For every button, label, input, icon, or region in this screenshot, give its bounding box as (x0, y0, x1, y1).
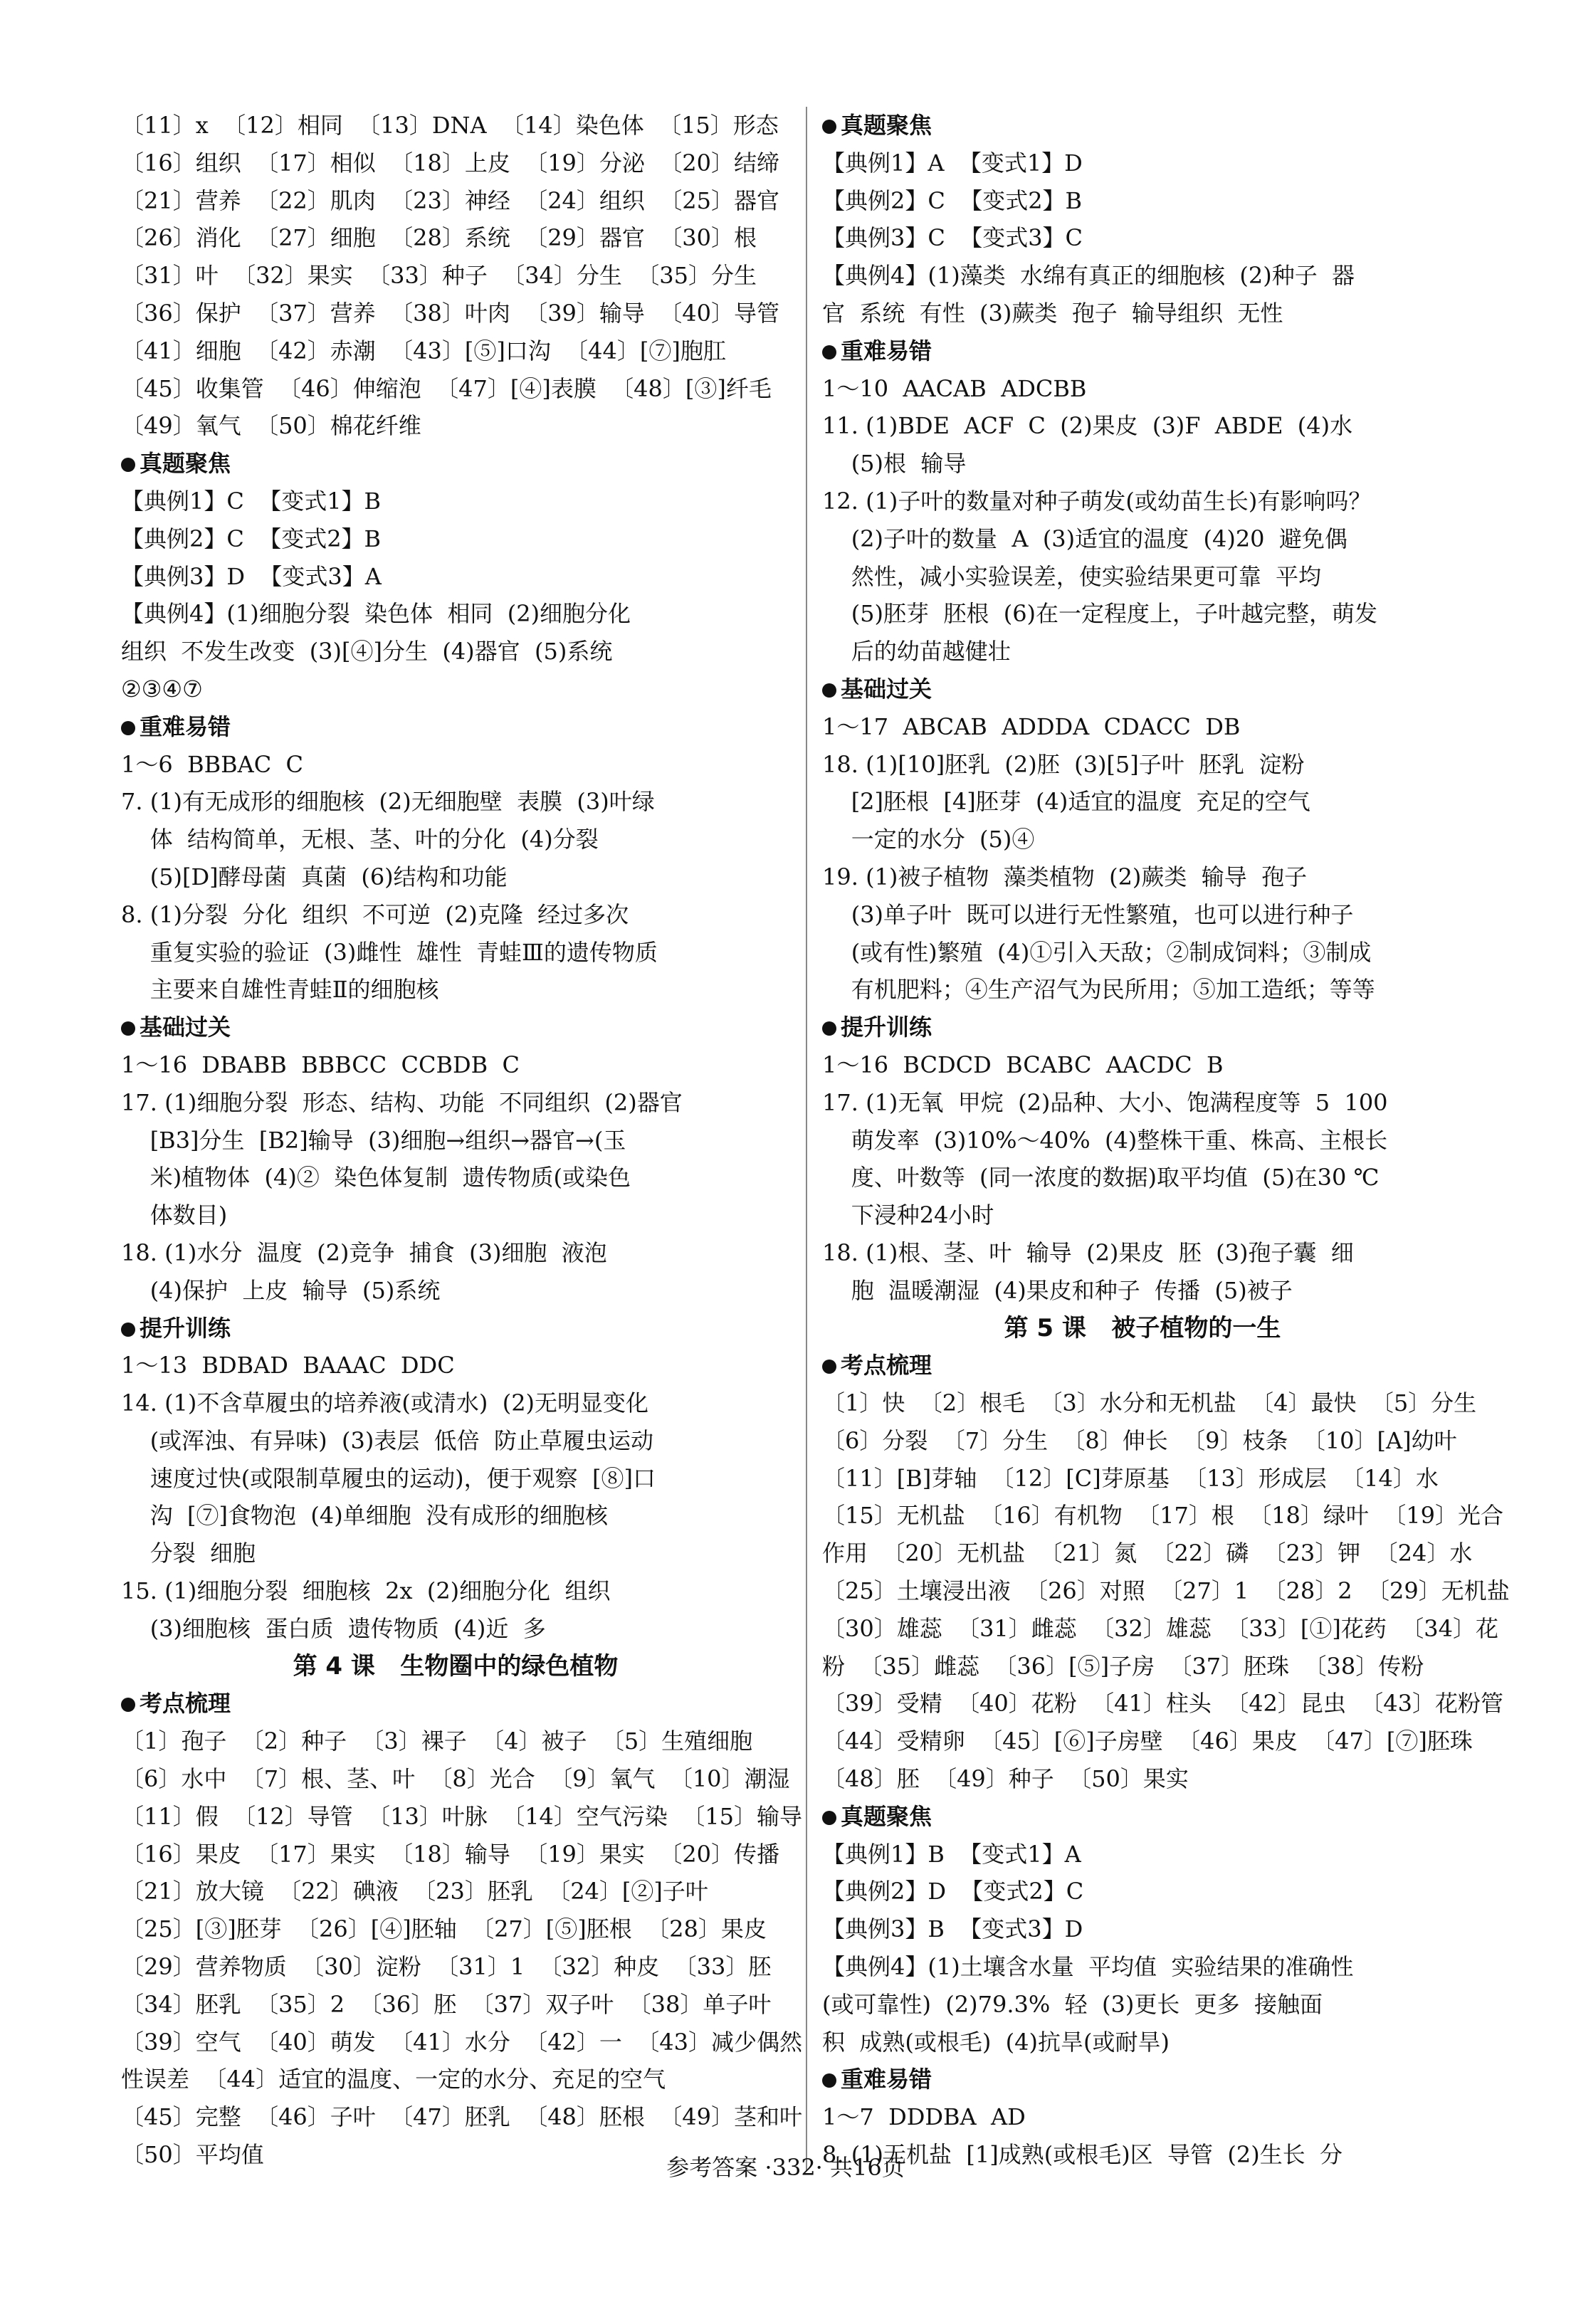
answer-line: 〔39〕空气 〔40〕萌发 〔41〕水分 〔42〕一 〔43〕减少偶然 (121, 2028, 802, 2056)
section-heading-label: 考点梳理 (140, 1690, 231, 1718)
answer-line: 〔25〕土壤浸出液 〔26〕对照 〔27〕1 〔28〕2 〔29〕无机盐 (822, 1577, 1510, 1605)
answer-line: 【典例3】B 【变式3】D (822, 1915, 1083, 1943)
answer-line: 【典例1】A 【变式1】D (822, 149, 1083, 177)
answer-line: 〔6〕水中 〔7〕根、茎、叶 〔8〕光合 〔9〕氧气 〔10〕潮湿 (121, 1765, 790, 1793)
answer-line: 〔11〕x 〔12〕相同 〔13〕DNA 〔14〕染色体 〔15〕形态 (121, 112, 779, 139)
answer-line: 7. (1)有无成形的细胞核 (2)无细胞壁 表膜 (3)叶绿 (121, 788, 655, 816)
answer-line: 【典例2】C 【变式2】B (822, 186, 1083, 214)
answer-line: (5)[D]酵母菌 真菌 (6)结构和功能 (121, 863, 508, 890)
lesson-title: 第 4 课 生物圈中的绿色植物 (293, 1651, 619, 1681)
answer-line: 15. (1)细胞分裂 细胞核 2x (2)细胞分化 组织 (121, 1577, 611, 1605)
answer-line: 〔48〕胚 〔49〕种子 〔50〕果实 (822, 1765, 1189, 1793)
answer-line: 19. (1)被子植物 藻类植物 (2)蕨类 输导 孢子 (822, 863, 1308, 890)
answer-line: 1～10 AACAB ADCBB (822, 374, 1087, 402)
section-heading (121, 1009, 790, 1046)
answer-line: 1～6 BBBAC C (121, 750, 304, 778)
section-heading-label: 基础过关 (140, 1014, 231, 1041)
answer-line: 米)植物体 (4)② 染色体复制 遗传物质(或染色 (121, 1164, 631, 1192)
answer-line: ②③④⑦ (121, 675, 203, 703)
answer-line: (2)子叶的数量 A (3)适宜的温度 (4)20 避免偶 (822, 525, 1347, 552)
answer-line: 〔29〕营养物质 〔30〕淀粉 〔31〕1 〔32〕种皮 〔33〕胚 (121, 1953, 772, 1981)
answer-line: 重复实验的验证 (3)雌性 雄性 青蛙Ⅲ的遗传物质 (121, 938, 658, 966)
answer-line: 【典例1】C 【变式1】B (121, 487, 382, 515)
answer-line: (5)胚芽 胚根 (6)在一定程度上，子叶越完整，萌发 (822, 600, 1378, 628)
section-heading-label: 真题聚焦 (841, 112, 932, 139)
answer-line: 〔16〕果皮 〔17〕果实 〔18〕输导 〔19〕果实 〔20〕传播 (121, 1840, 779, 1868)
bullet-dot-icon (121, 458, 135, 472)
left-column (121, 107, 802, 2174)
answer-line: 〔25〕[③]胚芽 〔26〕[④]胚轴 〔27〕[⑤]胚根 〔28〕果皮 (121, 1915, 767, 1943)
answer-line: 1～16 BCDCD BCABC AACDC B (822, 1051, 1224, 1078)
answer-line: 11. (1)BDE ACF C (2)果皮 (3)F ABDE (4)水 (822, 412, 1353, 440)
answer-line: 〔34〕胚乳 〔35〕2 〔36〕胚 〔37〕双子叶 〔38〕单子叶 (121, 1990, 772, 2018)
answer-line: (或可靠性) (2)79.3% 轻 (3)更长 更多 接触面 (822, 1990, 1323, 2018)
answer-line: 〔1〕快 〔2〕根毛 〔3〕水分和无机盐 〔4〕最快 〔5〕分生 (822, 1389, 1477, 1417)
answer-line: 1～13 BDBAD BAAAC DDC (121, 1352, 455, 1379)
answer-line: 性误差 〔44〕适宜的温度、一定的水分、充足的空气 (121, 2066, 666, 2093)
answer-line: [B3]分生 [B2]输导 (3)细胞→组织→器官→(玉 (121, 1126, 626, 1154)
answer-line: 〔26〕消化 〔27〕细胞 〔28〕系统 〔29〕器官 〔30〕根 (121, 224, 757, 252)
bullet-dot-icon (822, 683, 836, 698)
answer-line: 〔41〕细胞 〔42〕赤潮 〔43〕[⑤]口沟 〔44〕[⑦]胞肛 (121, 337, 726, 364)
answer-line: 【典例3】D 【变式3】A (121, 562, 382, 590)
section-heading (822, 1347, 1463, 1384)
answer-line: 17. (1)细胞分裂 形态、结构、功能 不同组织 (2)器官 (121, 1088, 683, 1116)
section-heading (121, 445, 790, 483)
right-column (822, 107, 1510, 2174)
answer-line: 〔21〕营养 〔22〕肌肉 〔23〕神经 〔24〕组织 〔25〕器官 (121, 186, 779, 214)
section-heading-label: 考点梳理 (841, 1352, 932, 1379)
bullet-dot-icon (822, 1360, 836, 1374)
answer-line: 〔45〕完整 〔46〕子叶 〔47〕胚乳 〔48〕胚根 〔49〕茎和叶 (121, 2103, 802, 2131)
answer-line: 官 系统 有性 (3)蕨类 孢子 输导组织 无性 (822, 299, 1283, 327)
bullet-dot-icon (121, 721, 135, 735)
answer-line: 【典例1】B 【变式1】A (822, 1840, 1081, 1868)
answer-line: 【典例4】(1)藻类 水绵有真正的细胞核 (2)种子 器 (822, 262, 1355, 290)
answer-line: 后的幼苗越健壮 (822, 638, 1011, 666)
answer-line: 有机肥料；④生产沼气为民所用；⑤加工造纸；等等 (822, 976, 1375, 1004)
answer-line: 胞 温暖潮湿 (4)果皮和种子 传播 (5)被子 (822, 1276, 1293, 1304)
column-divider (806, 107, 807, 2171)
answer-line: 〔49〕氧气 〔50〕棉花纤维 (121, 412, 421, 440)
bullet-dot-icon (121, 1021, 135, 1036)
answer-line: 〔44〕受精卵 〔45〕[⑥]子房壁 〔46〕果皮 〔47〕[⑦]胚珠 (822, 1728, 1473, 1755)
answer-line: (3)单子叶 既可以进行无性繁殖，也可以进行种子 (822, 900, 1354, 928)
answer-line: 12. (1)子叶的数量对种子萌发(或幼苗生长)有影响吗？ (822, 487, 1372, 515)
answer-line: 分裂 细胞 (121, 1540, 256, 1567)
answer-line: 〔50〕平均值 (121, 2141, 264, 2169)
section-heading-label: 重难易错 (140, 713, 231, 740)
section-heading-label: 重难易错 (841, 337, 932, 364)
section-heading-label: 基础过关 (841, 675, 932, 703)
answer-line: 然性，减小实验误差，使实验结果更可靠 平均 (822, 562, 1322, 590)
answer-line: 〔21〕放大镜 〔22〕碘液 〔23〕胚乳 〔24〕[②]子叶 (121, 1878, 708, 1905)
section-heading-label: 提升训练 (140, 1314, 231, 1342)
answer-line: 1～7 DDDBA AD (822, 2103, 1026, 2131)
answer-line: 〔39〕受精 〔40〕花粉 〔41〕柱头 〔42〕昆虫 〔43〕花粉管 (822, 1690, 1503, 1718)
answer-line: 一定的水分 (5)④ (822, 826, 1035, 853)
section-heading (121, 1310, 790, 1347)
answer-line: 主要来自雄性青蛙Ⅱ的细胞核 (121, 976, 439, 1004)
bullet-dot-icon (822, 1021, 836, 1036)
answer-line: (5)根 输导 (822, 450, 967, 478)
answer-line: 沟 [⑦]食物泡 (4)单细胞 没有成形的细胞核 (121, 1502, 609, 1530)
section-heading-label: 提升训练 (841, 1014, 932, 1041)
answer-line: 速度过快(或限制草履虫的运动)，便于观察 [⑧]口 (121, 1464, 656, 1492)
answer-line: 18. (1)[10]胚乳 (2)胚 (3)[5]子叶 胚乳 淀粉 (822, 750, 1305, 778)
answer-line: 〔16〕组织 〔17〕相似 〔18〕上皮 〔19〕分泌 〔20〕结缔 (121, 149, 779, 177)
section-heading (822, 1009, 1463, 1046)
answer-line: 1～16 DBABB BBBCC CCBDB C (121, 1051, 520, 1078)
bullet-dot-icon (822, 2073, 836, 2088)
answer-line: 积 成熟(或根毛) (4)抗旱(或耐旱) (822, 2028, 1170, 2056)
section-heading-label: 真题聚焦 (140, 450, 231, 478)
answer-line: 〔36〕保护 〔37〕营养 〔38〕叶肉 〔39〕输导 〔40〕导管 (121, 299, 779, 327)
section-heading-label: 重难易错 (841, 2066, 932, 2093)
bullet-dot-icon (822, 345, 836, 359)
answer-line: 下浸种24小时 (822, 1202, 994, 1229)
answer-line: 17. (1)无氧 甲烷 (2)品种、大小、饱满程度等 5 100 (822, 1088, 1388, 1116)
answer-line: 〔31〕叶 〔32〕果实 〔33〕种子 〔34〕分生 〔35〕分生 (121, 262, 757, 290)
answer-line: 体 结构简单，无根、茎、叶的分化 (4)分裂 (121, 826, 599, 853)
section-heading (822, 332, 1463, 370)
bullet-dot-icon (121, 1323, 135, 1337)
answer-line: 18. (1)水分 温度 (2)竞争 捕食 (3)细胞 液泡 (121, 1239, 607, 1266)
answer-line: 8. (1)分裂 分化 组织 不可逆 (2)克隆 经过多次 (121, 900, 629, 928)
answer-line: 【典例4】(1)土壤含水量 平均值 实验结果的准确性 (822, 1953, 1354, 1981)
answer-line: 【典例2】D 【变式2】C (822, 1878, 1084, 1905)
answer-line: 〔11〕[B]芽轴 〔12〕[C]芽原基 〔13〕形成层 〔14〕水 (822, 1464, 1439, 1492)
answer-line: 体数目) (121, 1202, 228, 1229)
answer-line: 〔30〕雄蕊 〔31〕雌蕊 〔32〕雄蕊 〔33〕[①]花药 〔34〕花 (822, 1614, 1498, 1642)
bullet-dot-icon (822, 1811, 836, 1825)
answer-line: 度、叶数等 (同一浓度的数据)取平均值 (5)在30 ℃ (822, 1164, 1380, 1192)
answer-line: 〔6〕分裂 〔7〕分生 〔8〕伸长 〔9〕枝条 〔10〕[A]幼叶 (822, 1426, 1457, 1454)
answer-line: 粉 〔35〕雌蕊 〔36〕[⑤]子房 〔37〕胚珠 〔38〕传粉 (822, 1652, 1424, 1680)
bullet-dot-icon (121, 1698, 135, 1712)
answer-line: 14. (1)不含草履虫的培养液(或清水) (2)无明显变化 (121, 1389, 649, 1417)
answer-line: 8. (1)无机盐 [1]成熟(或根毛)区 导管 (2)生长 分 (822, 2141, 1343, 2169)
answer-line: (4)保护 上皮 输导 (5)系统 (121, 1276, 441, 1304)
answer-line: 18. (1)根、茎、叶 输导 (2)果皮 胚 (3)孢子囊 细 (822, 1239, 1354, 1266)
section-heading (822, 1798, 1463, 1836)
answer-line: (或有性)繁殖 (4)①引入天敌；②制成饲料；③制成 (822, 938, 1372, 966)
lesson-title: 第 5 课 被子植物的一生 (1004, 1313, 1281, 1342)
answer-line: (或浑浊、有异味) (3)表层 低倍 防止草履虫运动 (121, 1426, 654, 1454)
answer-line: 【典例3】C 【变式3】C (822, 224, 1083, 252)
section-heading (121, 1685, 790, 1723)
section-heading (121, 708, 790, 746)
section-heading (822, 107, 1463, 144)
answer-line: 〔1〕孢子 〔2〕种子 〔3〕裸子 〔4〕被子 〔5〕生殖细胞 (121, 1728, 753, 1755)
answer-line: 〔11〕假 〔12〕导管 〔13〕叶脉 〔14〕空气污染 〔15〕输导 (121, 1802, 802, 1830)
page-footer: 参考答案 ·332· 共16页 (666, 2154, 905, 2181)
answer-line: 【典例2】C 【变式2】B (121, 525, 382, 552)
answer-line: 【典例4】(1)细胞分裂 染色体 相同 (2)细胞分化 (121, 600, 631, 628)
section-heading (822, 2061, 1463, 2098)
answer-line: 〔45〕收集管 〔46〕伸缩泡 〔47〕[④]表膜 〔48〕[③]纤毛 (121, 374, 772, 402)
answer-line: 组织 不发生改变 (3)[④]分生 (4)器官 (5)系统 (121, 638, 613, 666)
section-heading-label: 真题聚焦 (841, 1802, 932, 1830)
answer-line: (3)细胞核 蛋白质 遗传物质 (4)近 多 (121, 1614, 546, 1642)
answer-line: 萌发率 (3)10%～40% (4)整株干重、株高、主根长 (822, 1126, 1388, 1154)
answer-line: [2]胚根 [4]胚芽 (4)适宜的温度 充足的空气 (822, 788, 1310, 816)
bullet-dot-icon (822, 120, 836, 134)
section-heading (822, 671, 1463, 708)
answer-line: 〔15〕无机盐 〔16〕有机物 〔17〕根 〔18〕绿叶 〔19〕光合 (822, 1502, 1503, 1530)
answer-line: 1～17 ABCAB ADDDA CDACC DB (822, 713, 1241, 740)
answer-line: 作用 〔20〕无机盐 〔21〕氮 〔22〕磷 〔23〕钾 〔24〕水 (822, 1540, 1473, 1567)
